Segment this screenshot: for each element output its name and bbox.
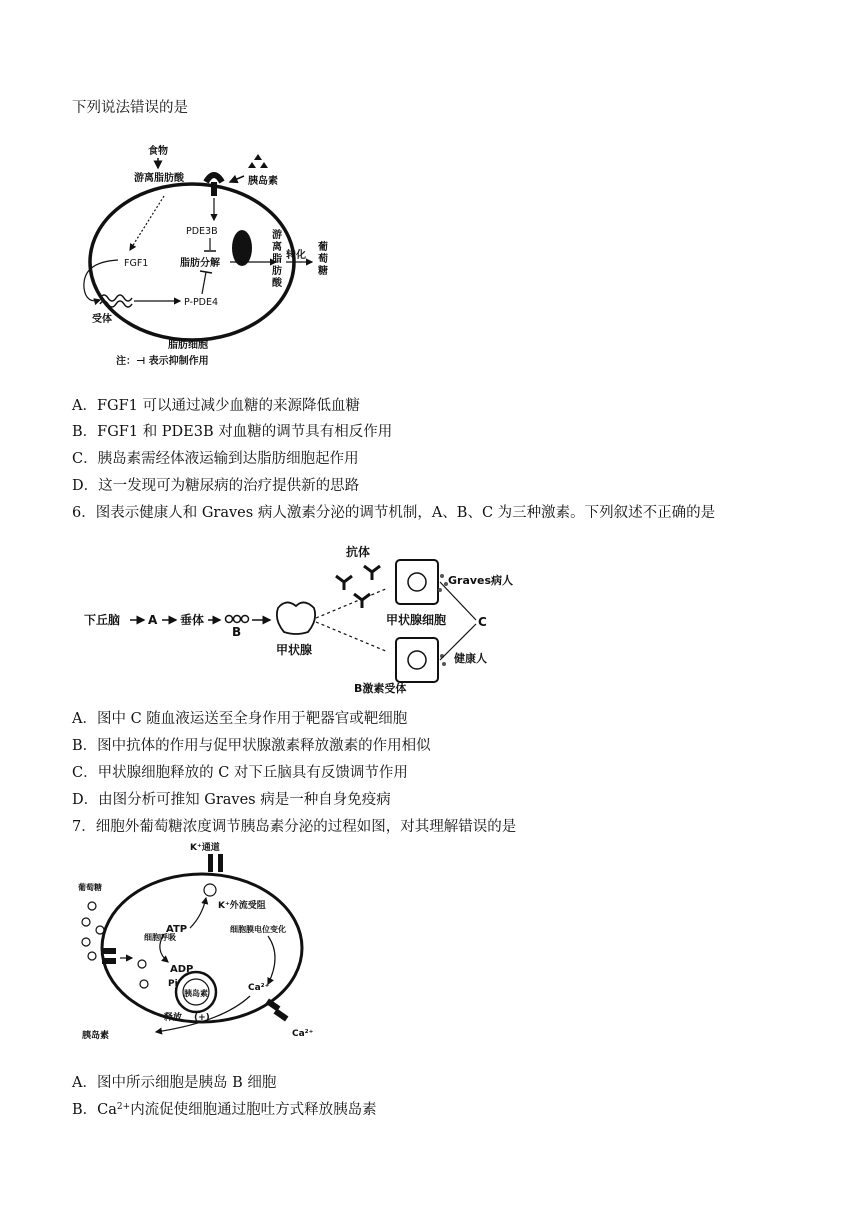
- q6-option-a: A．图中 C 随血液运送至全身作用于靶器官或靶细胞: [72, 711, 408, 727]
- hormone-a-label: A: [148, 613, 158, 627]
- q5-option-c: C．胰岛素需经体液运输到达脂肪细胞起作用: [72, 451, 359, 467]
- atp-label: ATP: [166, 924, 188, 935]
- glucose-label: 葡萄糖: [318, 242, 328, 277]
- plus-label: (+): [194, 1013, 210, 1023]
- insulin-label: 胰岛素: [248, 176, 278, 187]
- k-efflux-label: K⁺外流受阻: [218, 901, 266, 911]
- graves-label: Graves病人: [448, 574, 514, 587]
- q7-option-b-sup: 2+: [116, 1102, 131, 1112]
- pde3b-label: PDE3B: [186, 226, 218, 237]
- adipocyte-label: 脂肪细胞: [168, 340, 208, 351]
- antibody-label: 抗体: [346, 545, 371, 559]
- q7-option-a: A．图中所示细胞是胰岛 B 细胞: [72, 1075, 277, 1091]
- q7-option-b: [72, 1100, 377, 1120]
- adp-label: ADP: [170, 964, 194, 975]
- b-receptor-label: B激素受体: [354, 682, 407, 695]
- q5-option-d: D．这一发现可为糖尿病的治疗提供新的思路: [72, 478, 360, 494]
- food-label: 食物: [148, 146, 168, 157]
- q7-stem: 7．细胞外葡萄糖浓度调节胰岛素分泌的过程如图，对其理解错误的是: [72, 819, 517, 835]
- thyroid-cell-label: 甲状腺细胞: [386, 613, 447, 627]
- glucose-label-q7: 葡萄糖: [78, 883, 102, 892]
- q5-option-a: A．FGF1 可以通过减少血糖的来源降低血糖: [72, 398, 361, 414]
- hormone-b-label: B: [232, 625, 242, 639]
- hypothalamus-label: 下丘脑: [84, 613, 121, 627]
- k-channel-label: K⁺通道: [190, 843, 220, 853]
- healthy-label: 健康人: [454, 652, 487, 665]
- pituitary-label: 垂体: [180, 613, 205, 627]
- insulin-out-label: 胰岛素: [82, 1031, 110, 1041]
- q6-stem: 6．图表示健康人和 Graves 病人激素分泌的调节机制，A、B、C 为三种激素。下列叙述不正确的是: [72, 505, 716, 521]
- potential-label: 细胞膜电位变化: [230, 925, 286, 934]
- q5-stem: 下列说法错误的是: [72, 100, 188, 116]
- release-label: 释放: [164, 1013, 183, 1023]
- ca-out-label: Ca²⁺: [292, 1029, 314, 1039]
- p-pde4-label: P-PDE4: [184, 297, 219, 308]
- ffa-right-label: 游离脂肪酸: [272, 230, 282, 289]
- q7-option-b-suffix: 内流促使细胞通过胞吐方式释放胰岛素: [130, 1102, 377, 1118]
- q6-option-b: B．图中抗体的作用与促甲状腺激素释放激素的作用相似: [72, 738, 431, 754]
- note-label: 注：⊣ 表示抑制作用: [116, 356, 209, 367]
- convert-label: 转化: [286, 250, 306, 261]
- respiration-label: 细胞呼吸: [144, 933, 176, 942]
- lipolysis-label: 脂肪分解: [180, 258, 220, 269]
- q6-option-c: C．甲状腺细胞释放的 C 对下丘脑具有反馈调节作用: [72, 765, 408, 781]
- vesicle-label: 胰岛素: [184, 989, 208, 998]
- q7-option-b-prefix: B．Ca: [72, 1102, 117, 1118]
- hormone-c-label: C: [478, 615, 487, 629]
- thyroid-label: 甲状腺: [276, 643, 313, 657]
- q6-option-d: D．由图分析可推知 Graves 病是一种自身免疫病: [72, 792, 391, 808]
- ca-in-label: Ca²⁺: [248, 983, 270, 993]
- q7-figure-beta-cell: [72, 836, 332, 1046]
- q5-option-b: B．FGF1 和 PDE3B 对血糖的调节具有相反作用: [72, 424, 393, 440]
- q5-figure-adipocyte: [72, 138, 372, 370]
- q6-figure-graves: [78, 536, 538, 696]
- fgf1-label: FGF1: [124, 258, 149, 269]
- receptor-label: 受体: [92, 314, 112, 325]
- ffa-top-label: 游离脂肪酸: [134, 173, 184, 184]
- pi-label: Pi: [168, 979, 178, 989]
